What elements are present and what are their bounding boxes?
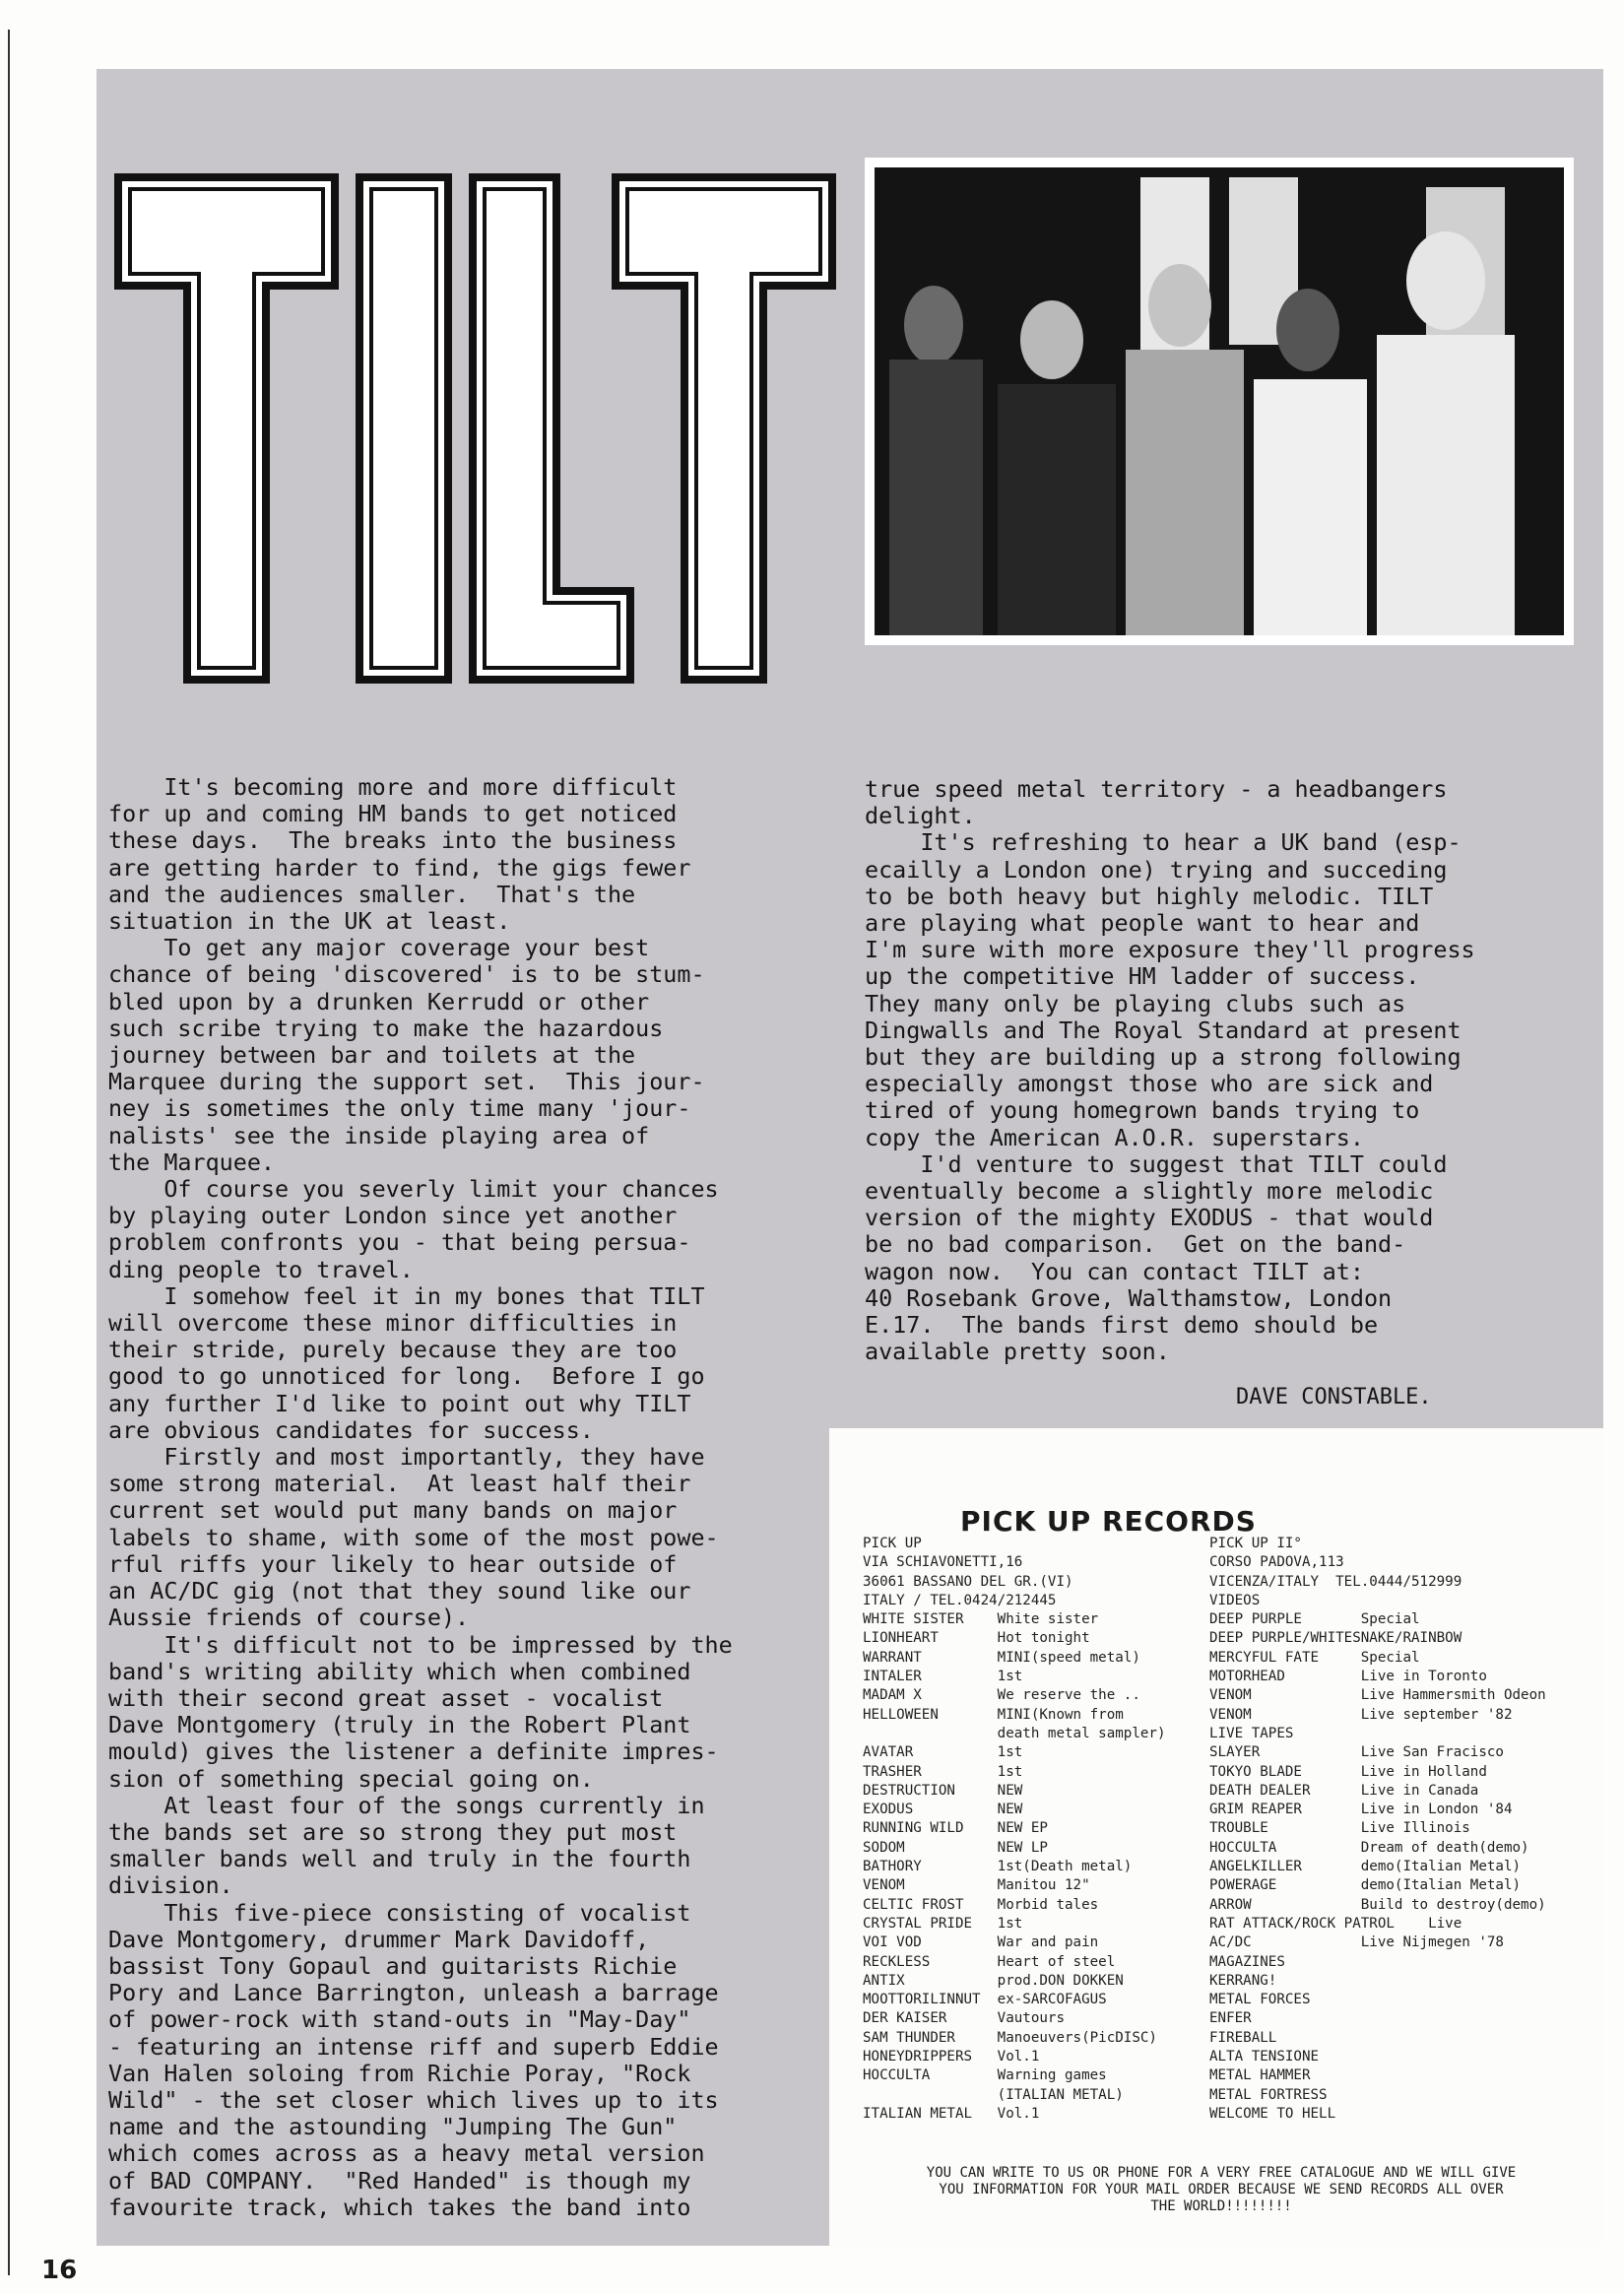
ad-line: VENOM Live Hammersmith Odeon [1209, 1687, 1546, 1704]
ad-line: ALTA TENSIONE [1209, 2049, 1320, 2065]
article-line: an AC/DC gig (not that they sound like our [108, 1577, 691, 1606]
article-line: and the audiences smaller. That's the [108, 880, 636, 908]
ad-line: SODOM NEW LP [863, 1839, 1048, 1856]
ad-line: RECKLESS Heart of steel [863, 1953, 1116, 1970]
ad-line: VENOM Live september '82 [1209, 1706, 1513, 1723]
article-line: available pretty soon. [865, 1338, 1170, 1366]
title-logo [108, 167, 837, 689]
ad-line: MOOTTORILINNUT ex-SARCOFAGUS [863, 1992, 1107, 2008]
ad-line: HOCCULTA Warning games [863, 2067, 1107, 2084]
binding-edge [8, 30, 10, 2275]
ad-line: DER KAISER Vautours [863, 2010, 1065, 2027]
article-line: especially amongst those who are sick and [865, 1070, 1434, 1098]
article-line: It's becoming more and more difficult [108, 773, 678, 801]
ad-line: ANTIX prod.DON DOKKEN [863, 1972, 1124, 1989]
article-line: are getting harder to find, the gigs fewer [108, 853, 691, 882]
ad-line: SAM THUNDER Manoeuvers(PicDISC) [863, 2029, 1157, 2046]
ad-line: WARRANT MINI(speed metal) [863, 1649, 1140, 1666]
article-line: band's writing ability which when combined [108, 1657, 691, 1685]
article-line: division. [108, 1871, 233, 1900]
ad-line: TROUBLE Live Illinois [1209, 1820, 1470, 1837]
article-line: some strong material. At least half their [108, 1470, 691, 1498]
ad-line: RUNNING WILD NEW EP [863, 1820, 1048, 1837]
article-line: by playing outer London since yet another [108, 1202, 678, 1230]
ad-left-column [863, 1535, 1166, 2124]
ad-line: death metal sampler) [863, 1725, 1166, 1741]
article-line: their stride, purely because they are too [108, 1336, 678, 1364]
byline: DAVE CONSTABLE. [1236, 1385, 1432, 1409]
ad-line: 36061 BASSANO DEL GR.(VI) [863, 1573, 1073, 1590]
band-photo-image [875, 167, 1564, 635]
article-line: 40 Rosebank Grove, Walthamstow, London [865, 1283, 1393, 1312]
ad-line: EXODUS NEW [863, 1802, 1023, 1818]
article-line: problem confronts you - that being persua- [108, 1228, 691, 1257]
article-line: mould) gives the listener a definite impres- [108, 1737, 719, 1766]
ad-line: DEEP PURPLE Special [1209, 1611, 1420, 1628]
article-line: Dingwalls and The Royal Standard at present [865, 1016, 1462, 1044]
article-line: will overcome these minor difficulties in [108, 1309, 678, 1338]
article-line: Marquee during the support set. This jour- [108, 1068, 705, 1096]
ad-line: VOI VOD War and pain [863, 1934, 1099, 1951]
article-line: Van Halen soloing from Richie Poray, "Rock [108, 2059, 691, 2087]
article-line: journey between bar and toilets at the [108, 1041, 636, 1070]
ad-line: ITALY / TEL.0424/212445 [863, 1592, 1057, 1608]
article-line: the bands set are so strong they put most [108, 1817, 678, 1846]
ad-line: VIA SCHIAVONETTI,16 [863, 1554, 1023, 1571]
article-line: It's refreshing to hear a UK band (esp- [865, 828, 1462, 857]
article-line: sion of something special going on. [108, 1764, 594, 1793]
article-line: true speed metal territory - a headbangers [865, 775, 1448, 803]
article-line: It's difficult not to be impressed by the [108, 1630, 733, 1659]
ad-line: KERRANG! [1209, 1972, 1277, 1989]
article-line: To get any major coverage your best [108, 934, 650, 962]
article-line: these days. The breaks into the business [108, 826, 678, 855]
article-line: bassist Tony Gopaul and guitarists Richie [108, 1951, 678, 1980]
ad-line: LIVE TAPES [1209, 1725, 1294, 1741]
ad-line: HOCCULTA Dream of death(demo) [1209, 1839, 1529, 1856]
article-line: wagon now. You can contact TILT at: [865, 1257, 1364, 1285]
ad-line: TOKYO BLADE Live in Holland [1209, 1763, 1487, 1780]
article-line: which comes across as a heavy metal version [108, 2139, 705, 2168]
ad-line: HELLOWEEN MINI(Known from [863, 1706, 1124, 1723]
article-line: any further I'd like to point out why TILT [108, 1389, 691, 1417]
ad-line: METAL FORTRESS [1209, 2086, 1328, 2103]
ad-line: INTALER 1st [863, 1669, 1023, 1685]
ad-line: POWERAGE demo(Italian Metal) [1209, 1877, 1522, 1894]
article-line: I'd venture to suggest that TILT could [865, 1149, 1448, 1178]
ad-line: AC/DC Live Nijmegen '78 [1209, 1934, 1504, 1951]
article-line: E.17. The bands first demo should be [865, 1311, 1379, 1340]
ad-line: CORSO PADOVA,113 [1209, 1554, 1344, 1571]
ad-line: PICK UP II° [1209, 1536, 1302, 1551]
article-line: current set would put many bands on major [108, 1496, 678, 1525]
ad-right-column [1209, 1535, 1546, 2124]
ad-footer: YOU CAN WRITE TO US OR PHONE FOR A VERY FREE CATALOGUE AND WE WILL GIVE YOU INFORMATION FOR YOUR MAIL ORDER BECAUSE WE SEND RECORDS ALL OVER THE WORLD!!!!!!!! [926, 2165, 1517, 2214]
article-line: delight. [865, 802, 976, 830]
article-line: tired of young homegrown bands trying to [865, 1096, 1420, 1125]
ad-line: ITALIAN METAL Vol.1 [863, 2105, 1040, 2122]
article-line: ney is sometimes the only time many 'jour- [108, 1094, 691, 1123]
article-line: smaller bands well and truly in the fourth [108, 1845, 691, 1873]
article-line: ecailly a London one) trying and succeding [865, 855, 1448, 884]
article-line: Aussie friends of course). [108, 1604, 470, 1632]
article-line: ding people to travel. [108, 1255, 414, 1283]
article-line: but they are building up a strong following [865, 1043, 1462, 1072]
article-line: are playing what people want to hear and [865, 909, 1420, 938]
article-line: They many only be playing clubs such as [865, 989, 1406, 1017]
article-line: for up and coming HM bands to get noticed [108, 800, 678, 828]
article-column-2 [865, 776, 1475, 1365]
article-line: version of the mighty EXODUS - that would [865, 1204, 1434, 1232]
ad-line: AVATAR 1st [863, 1744, 1023, 1761]
article-line: Dave Montgomery (truly in the Robert Plant [108, 1711, 691, 1739]
ad-line: DEATH DEALER Live in Canada [1209, 1782, 1479, 1799]
article-line: chance of being 'discovered' is to be stum- [108, 960, 705, 989]
ad-line: BATHORY 1st(Death metal) [863, 1859, 1133, 1875]
ad-line: CRYSTAL PRIDE 1st [863, 1915, 1023, 1932]
ad-line: METAL HAMMER [1209, 2067, 1311, 2084]
article-line: Of course you severly limit your chances [108, 1175, 719, 1204]
article-line: name and the astounding "Jumping The Gun" [108, 2113, 678, 2141]
ad-title: PICK UP RECORDS [960, 1505, 1257, 1538]
ad-line: DESTRUCTION NEW [863, 1782, 1023, 1799]
article-line: I somehow feel it in my bones that TILT [108, 1281, 705, 1310]
ad-line: ARROW Build to destroy(demo) [1209, 1896, 1546, 1913]
ad-line: METAL FORCES [1209, 1992, 1311, 2008]
ad-line: CELTIC FROST Morbid tales [863, 1896, 1099, 1913]
article-line: up the competitive HM ladder of success. [865, 962, 1420, 991]
article-line: Pory and Lance Barrington, unleash a barrage [108, 1979, 719, 2007]
ad-line: VIDEOS [1209, 1592, 1261, 1608]
tilt-block-letters [108, 167, 837, 689]
article-line: good to go unnoticed for long. Before I go [108, 1362, 705, 1391]
article-line: such scribe trying to make the hazardous [108, 1014, 664, 1042]
article-line: situation in the UK at least. [108, 907, 511, 936]
article-line: bled upon by a drunken Kerrudd or other [108, 987, 650, 1016]
ad-line: SLAYER Live San Fracisco [1209, 1744, 1504, 1761]
article-line: Wild" - the set closer which lives up to its [108, 2085, 719, 2114]
ad-line: LIONHEART Hot tonight [863, 1630, 1090, 1647]
ad-line: (ITALIAN METAL) [863, 2086, 1124, 2103]
article-line: rful riffs your likely to hear outside of [108, 1549, 678, 1578]
article-line: - featuring an intense riff and superb Eddie [108, 2032, 719, 2061]
ad-line: MOTORHEAD Live in Toronto [1209, 1669, 1487, 1685]
ad-line: FIREBALL [1209, 2029, 1277, 2046]
ad-line: DEEP PURPLE/WHITESNAKE/RAINBOW [1209, 1630, 1462, 1647]
ad-line: PICK UP [863, 1536, 922, 1551]
page-number: 16 [41, 2256, 78, 2285]
article-line: This five-piece consisting of vocalist [108, 1898, 691, 1927]
article-line: with their second great asset - vocalist [108, 1683, 664, 1712]
article-line: nalists' see the inside playing area of [108, 1121, 650, 1149]
ad-line: WELCOME TO HELL [1209, 2105, 1336, 2122]
ad-line: ANGELKILLER demo(Italian Metal) [1209, 1859, 1522, 1875]
ad-line: MERCYFUL FATE Special [1209, 1649, 1420, 1666]
ad-line: TRASHER 1st [863, 1763, 1023, 1780]
article-line: I'm sure with more exposure they'll progress [865, 936, 1475, 964]
article-line: of power-rock with stand-outs in "May-Day" [108, 2005, 691, 2034]
ad-line: WHITE SISTER White sister [863, 1611, 1099, 1628]
ad-line: VENOM Manitou 12" [863, 1877, 1090, 1894]
article-line: to be both heavy but highly melodic. TILT [865, 882, 1434, 910]
ad-line: MAGAZINES [1209, 1953, 1285, 1970]
ad-line: ENFER [1209, 2010, 1252, 2027]
article-line: copy the American A.O.R. superstars. [865, 1123, 1364, 1151]
ad-line: HONEYDRIPPERS Vol.1 [863, 2049, 1040, 2065]
article-column-1 [108, 774, 733, 2221]
band-photo [865, 158, 1574, 645]
ad-line: RAT ATTACK/ROCK PATROL Live [1209, 1915, 1462, 1932]
article-line: eventually become a slightly more melodic [865, 1177, 1434, 1206]
ad-line: VICENZA/ITALY TEL.0444/512999 [1209, 1573, 1462, 1590]
article-line: be no bad comparison. Get on the band- [865, 1230, 1406, 1259]
article-line: are obvious candidates for success. [108, 1415, 594, 1444]
ad-line: MADAM X We reserve the .. [863, 1687, 1140, 1704]
article-line: Firstly and most importantly, they have [108, 1443, 705, 1472]
article-line: At least four of the songs currently in [108, 1791, 705, 1819]
article-line: of BAD COMPANY. "Red Handed" is though my [108, 2166, 691, 2195]
ad-line: GRIM REAPER Live in London '84 [1209, 1802, 1513, 1818]
article-line: labels to shame, with some of the most powe- [108, 1523, 719, 1551]
article-line: the Marquee. [108, 1147, 275, 1176]
article-line: favourite track, which takes the band into [108, 2193, 691, 2221]
article-line: Dave Montgomery, drummer Mark Davidoff, [108, 1925, 650, 1953]
